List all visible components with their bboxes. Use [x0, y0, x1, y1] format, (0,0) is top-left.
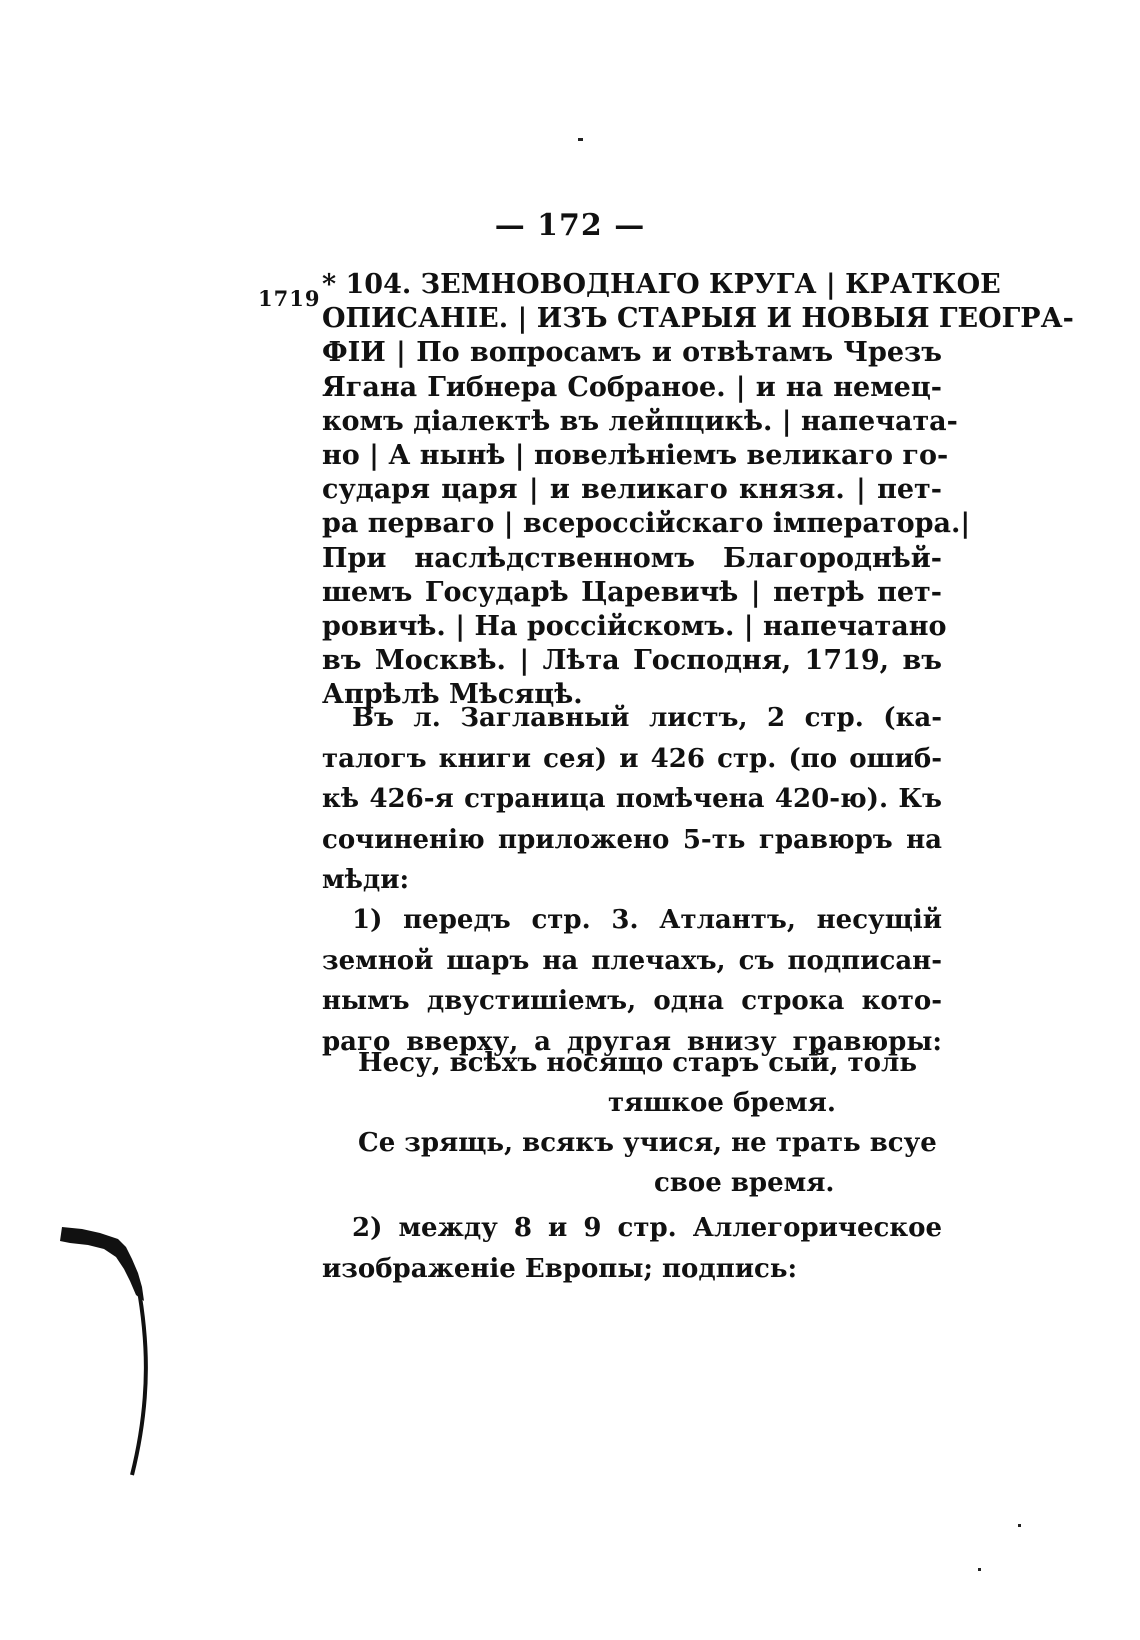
- entry-line: ровичѣ. | На россійскомъ. | напечатано: [322, 610, 947, 642]
- description-line: мѣди:: [322, 865, 410, 895]
- entry-line: ра перваго | всероссійскаго імператора.|: [322, 508, 971, 540]
- entry-line: ФІИ | По вопросамъ и отвѣтамъ Чрезъ: [322, 337, 942, 369]
- year-margin-note: 1719: [258, 286, 321, 311]
- description-line: Въ л. Заглавный листъ, 2 стр. (ка-: [352, 703, 942, 733]
- description-block: [322, 698, 942, 901]
- entry-line: комъ діалектѣ въ лейпцикѣ. | напечата-: [322, 405, 958, 437]
- page-number: — 172 —: [494, 208, 646, 243]
- scan-speck: [1018, 1524, 1021, 1527]
- binding-shadow-arc: [52, 1225, 162, 1505]
- description-line: сочиненію приложено 5-ть гравюръ на: [322, 824, 942, 855]
- verse-line: тяшкое бремя.: [608, 1088, 836, 1118]
- description-line: талогъ книги сея) и 426 стр. (по ошиб-: [322, 743, 942, 774]
- scan-speck: [578, 138, 583, 141]
- verse-line: Се зрящь, всякъ учися, не трать всуе: [358, 1128, 937, 1158]
- entry-line: * 104. ЗЕМНОВОДНАГО КРУГА | КРАТКОЕ: [322, 269, 1001, 300]
- item-line: 1) передъ стр. 3. Атлантъ, несущій: [352, 905, 942, 935]
- item-line: нымъ двустишіемъ, одна строка кото-: [322, 986, 942, 1016]
- illustration-item-2: [322, 1208, 942, 1289]
- illustration-item-1: [322, 900, 942, 1062]
- entry-line: Ягана Гибнера Собраное. | и на немец-: [322, 371, 942, 403]
- entry-line: Апрѣлѣ Мѣсяцѣ.: [322, 679, 583, 711]
- entry-line: шемъ Государѣ Царевичѣ | петрѣ пет-: [322, 576, 942, 608]
- scan-speck: [978, 1568, 981, 1571]
- item-line: 2) между 8 и 9 стр. Аллегорическое: [352, 1213, 942, 1243]
- item-line: раго вверху, а другая внизу гравюры:: [322, 1026, 942, 1057]
- entry-title-block: [322, 268, 1074, 712]
- entry-line: При наслѣдственномъ Благороднѣй-: [322, 542, 942, 574]
- item-line: земной шаръ на плечахъ, съ подписан-: [322, 945, 942, 976]
- item-line: изображеніе Европы; подпись:: [322, 1253, 798, 1284]
- description-line: кѣ 426-я страница помѣчена 420-ю). Къ: [322, 784, 942, 814]
- entry-line: но | А нынѣ | повелѣніемъ великаго го-: [322, 439, 949, 471]
- verse-line: свое время.: [654, 1168, 835, 1198]
- verse-line: Несу, всѣхъ носящо старъ сый, толь: [358, 1048, 917, 1078]
- entry-line: сударя царя | и великаго князя. | пет-: [322, 474, 942, 506]
- entry-line: ОПИСАНІЕ. | ИЗЪ СТАРЫЯ И НОВЫЯ ГЕОГРА-: [322, 303, 1074, 335]
- entry-line: въ Москвѣ. | Лѣта Господня, 1719, въ: [322, 645, 942, 677]
